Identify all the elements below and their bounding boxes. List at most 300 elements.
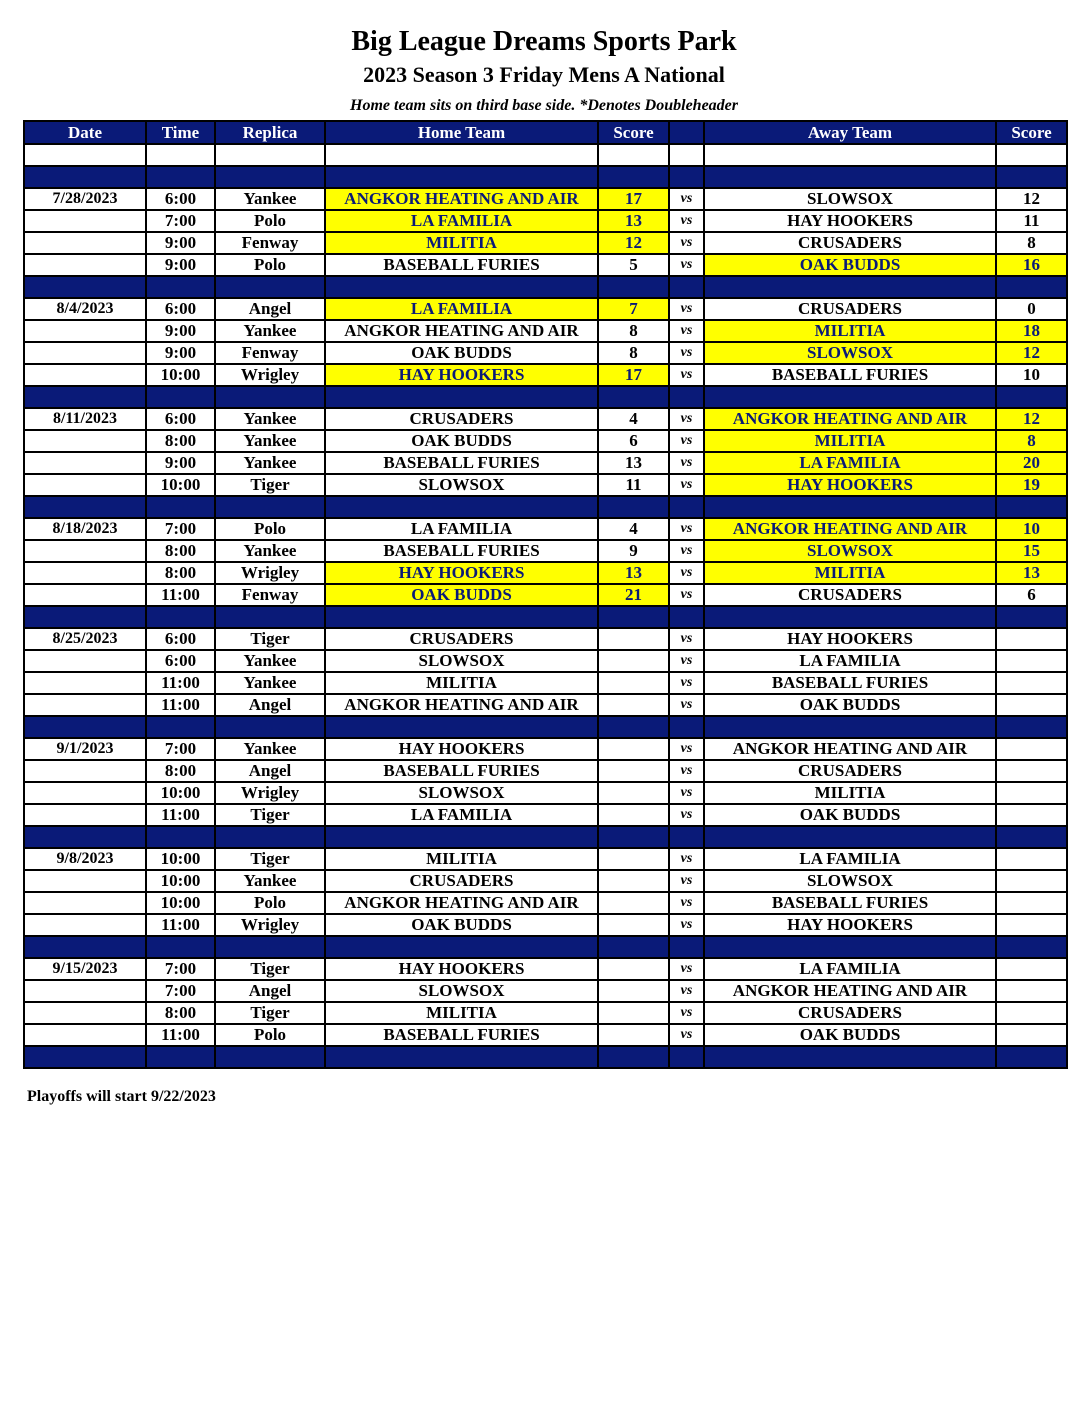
spacer-cell <box>215 386 325 408</box>
game-replica: Yankee <box>215 672 325 694</box>
game-time: 9:00 <box>146 320 215 342</box>
home-team: OAK BUDDS <box>325 342 598 364</box>
away-score <box>996 870 1067 892</box>
spacer-cell <box>598 166 669 188</box>
vs-label: vs <box>669 562 704 584</box>
spacer-cell <box>24 606 146 628</box>
game-time: 11:00 <box>146 694 215 716</box>
game-date: 8/18/2023 <box>24 518 146 540</box>
home-team: ANGKOR HEATING AND AIR <box>325 892 598 914</box>
week-separator-row <box>24 936 1067 958</box>
home-score: 11 <box>598 474 669 496</box>
game-date <box>24 892 146 914</box>
away-team: MILITIA <box>704 430 996 452</box>
col-header-home-score: Score <box>598 121 669 144</box>
spacer-cell <box>24 386 146 408</box>
away-team: CRUSADERS <box>704 298 996 320</box>
game-replica: Yankee <box>215 738 325 760</box>
vs-label: vs <box>669 892 704 914</box>
game-time: 8:00 <box>146 430 215 452</box>
game-row <box>24 254 1067 276</box>
spacer-cell <box>996 496 1067 518</box>
home-score <box>598 958 669 980</box>
spacer-cell <box>24 716 146 738</box>
vs-label: vs <box>669 1024 704 1046</box>
home-score: 17 <box>598 364 669 386</box>
game-row <box>24 232 1067 254</box>
blank-row <box>24 144 1067 166</box>
game-date <box>24 342 146 364</box>
home-score <box>598 672 669 694</box>
spacer-cell <box>598 826 669 848</box>
spacer-cell <box>598 386 669 408</box>
vs-label: vs <box>669 848 704 870</box>
spacer-cell <box>146 606 215 628</box>
vs-label: vs <box>669 672 704 694</box>
game-time: 7:00 <box>146 958 215 980</box>
game-date <box>24 1002 146 1024</box>
game-time: 7:00 <box>146 210 215 232</box>
home-team: BASEBALL FURIES <box>325 760 598 782</box>
spacer-cell <box>24 826 146 848</box>
home-team: BASEBALL FURIES <box>325 1024 598 1046</box>
spacer-cell <box>325 606 598 628</box>
away-team: LA FAMILIA <box>704 958 996 980</box>
home-score: 9 <box>598 540 669 562</box>
vs-label: vs <box>669 474 704 496</box>
home-score: 17 <box>598 188 669 210</box>
game-time: 9:00 <box>146 452 215 474</box>
game-replica: Wrigley <box>215 562 325 584</box>
vs-label: vs <box>669 518 704 540</box>
spacer-cell <box>996 166 1067 188</box>
away-score <box>996 980 1067 1002</box>
spacer-cell <box>325 496 598 518</box>
away-team: MILITIA <box>704 782 996 804</box>
week-separator-row <box>24 496 1067 518</box>
spacer-cell <box>146 166 215 188</box>
game-row <box>24 430 1067 452</box>
game-time: 9:00 <box>146 254 215 276</box>
vs-label: vs <box>669 364 704 386</box>
game-date <box>24 232 146 254</box>
home-team: CRUSADERS <box>325 628 598 650</box>
home-team: LA FAMILIA <box>325 804 598 826</box>
game-replica: Yankee <box>215 320 325 342</box>
game-time: 6:00 <box>146 628 215 650</box>
away-team: HAY HOOKERS <box>704 474 996 496</box>
home-team: MILITIA <box>325 848 598 870</box>
game-date: 8/11/2023 <box>24 408 146 430</box>
game-row <box>24 694 1067 716</box>
spacer-cell <box>669 716 704 738</box>
spacer-cell <box>598 716 669 738</box>
game-date <box>24 694 146 716</box>
game-time: 11:00 <box>146 584 215 606</box>
vs-label: vs <box>669 738 704 760</box>
home-team: OAK BUDDS <box>325 914 598 936</box>
game-date <box>24 562 146 584</box>
home-score: 13 <box>598 452 669 474</box>
home-team: HAY HOOKERS <box>325 958 598 980</box>
away-team: BASEBALL FURIES <box>704 672 996 694</box>
game-date <box>24 804 146 826</box>
home-score <box>598 892 669 914</box>
vs-label: vs <box>669 320 704 342</box>
away-score <box>996 848 1067 870</box>
spacer-cell <box>996 386 1067 408</box>
away-score <box>996 914 1067 936</box>
game-replica: Fenway <box>215 232 325 254</box>
spacer-cell <box>325 1046 598 1068</box>
spacer-cell <box>24 936 146 958</box>
spacer-cell <box>24 1046 146 1068</box>
game-replica: Tiger <box>215 848 325 870</box>
game-replica: Angel <box>215 298 325 320</box>
away-score: 11 <box>996 210 1067 232</box>
spacer-cell <box>704 496 996 518</box>
spacer-cell <box>996 606 1067 628</box>
game-time: 11:00 <box>146 914 215 936</box>
home-score: 13 <box>598 562 669 584</box>
away-team: SLOWSOX <box>704 342 996 364</box>
game-time: 6:00 <box>146 298 215 320</box>
spacer-cell <box>669 166 704 188</box>
week-separator-row <box>24 606 1067 628</box>
spacer-cell <box>215 166 325 188</box>
vs-label: vs <box>669 210 704 232</box>
away-score: 20 <box>996 452 1067 474</box>
game-row <box>24 320 1067 342</box>
spacer-cell <box>669 826 704 848</box>
spacer-cell <box>669 936 704 958</box>
spacer-cell <box>325 386 598 408</box>
spacer-cell <box>146 716 215 738</box>
game-replica: Angel <box>215 760 325 782</box>
home-score <box>598 650 669 672</box>
away-score: 13 <box>996 562 1067 584</box>
vs-label: vs <box>669 980 704 1002</box>
vs-label: vs <box>669 628 704 650</box>
away-team: CRUSADERS <box>704 760 996 782</box>
home-score: 12 <box>598 232 669 254</box>
game-date: 9/15/2023 <box>24 958 146 980</box>
game-row <box>24 804 1067 826</box>
page-title: Big League Dreams Sports Park <box>351 26 737 57</box>
home-team: SLOWSOX <box>325 650 598 672</box>
game-replica: Fenway <box>215 342 325 364</box>
home-score <box>598 914 669 936</box>
away-score <box>996 672 1067 694</box>
home-team: LA FAMILIA <box>325 298 598 320</box>
home-team: HAY HOOKERS <box>325 738 598 760</box>
schedule-note: Home team sits on third base side. *Denotes Doubleheader <box>350 97 738 114</box>
spacer-cell <box>704 936 996 958</box>
game-date: 9/1/2023 <box>24 738 146 760</box>
home-score <box>598 848 669 870</box>
away-score: 12 <box>996 342 1067 364</box>
away-team: OAK BUDDS <box>704 804 996 826</box>
game-time: 8:00 <box>146 540 215 562</box>
spacer-cell <box>146 276 215 298</box>
game-time: 11:00 <box>146 672 215 694</box>
away-team: SLOWSOX <box>704 188 996 210</box>
spacer-cell <box>24 144 146 166</box>
game-date <box>24 980 146 1002</box>
vs-label: vs <box>669 298 704 320</box>
away-score: 19 <box>996 474 1067 496</box>
vs-label: vs <box>669 870 704 892</box>
game-time: 10:00 <box>146 892 215 914</box>
game-date <box>24 364 146 386</box>
away-team: OAK BUDDS <box>704 254 996 276</box>
week-separator-row <box>24 1046 1067 1068</box>
col-header-away-score: Score <box>996 121 1067 144</box>
home-score: 8 <box>598 320 669 342</box>
game-time: 10:00 <box>146 474 215 496</box>
game-date: 8/25/2023 <box>24 628 146 650</box>
spacer-cell <box>598 496 669 518</box>
home-score <box>598 760 669 782</box>
home-score <box>598 980 669 1002</box>
home-score <box>598 694 669 716</box>
spacer-cell <box>325 166 598 188</box>
game-row <box>24 584 1067 606</box>
away-score <box>996 738 1067 760</box>
vs-label: vs <box>669 452 704 474</box>
home-score: 4 <box>598 518 669 540</box>
game-row <box>24 188 1067 210</box>
game-time: 7:00 <box>146 518 215 540</box>
home-score <box>598 1002 669 1024</box>
game-replica: Tiger <box>215 958 325 980</box>
game-row <box>24 650 1067 672</box>
away-score: 10 <box>996 518 1067 540</box>
game-replica: Tiger <box>215 1002 325 1024</box>
vs-label: vs <box>669 540 704 562</box>
away-team: MILITIA <box>704 320 996 342</box>
spacer-cell <box>146 936 215 958</box>
spacer-cell <box>146 386 215 408</box>
game-time: 10:00 <box>146 364 215 386</box>
spacer-cell <box>325 276 598 298</box>
home-team: MILITIA <box>325 672 598 694</box>
game-row <box>24 914 1067 936</box>
home-team: HAY HOOKERS <box>325 364 598 386</box>
away-score: 6 <box>996 584 1067 606</box>
away-team: ANGKOR HEATING AND AIR <box>704 408 996 430</box>
spacer-cell <box>215 276 325 298</box>
game-replica: Yankee <box>215 188 325 210</box>
game-replica: Angel <box>215 694 325 716</box>
vs-label: vs <box>669 804 704 826</box>
schedule-table <box>23 120 1068 1069</box>
spacer-cell <box>996 716 1067 738</box>
col-header-vs <box>669 121 704 144</box>
spacer-cell <box>215 826 325 848</box>
game-row <box>24 474 1067 496</box>
game-replica: Polo <box>215 254 325 276</box>
away-team: BASEBALL FURIES <box>704 892 996 914</box>
spacer-cell <box>704 606 996 628</box>
spacer-cell <box>669 606 704 628</box>
vs-label: vs <box>669 650 704 672</box>
spacer-cell <box>704 166 996 188</box>
away-score <box>996 650 1067 672</box>
away-team: CRUSADERS <box>704 584 996 606</box>
home-score <box>598 738 669 760</box>
game-date <box>24 320 146 342</box>
game-row <box>24 782 1067 804</box>
vs-label: vs <box>669 430 704 452</box>
home-score: 4 <box>598 408 669 430</box>
header-row <box>24 121 1067 144</box>
game-replica: Tiger <box>215 474 325 496</box>
away-score: 16 <box>996 254 1067 276</box>
game-row <box>24 870 1067 892</box>
game-time: 8:00 <box>146 760 215 782</box>
game-time: 10:00 <box>146 870 215 892</box>
spacer-cell <box>598 276 669 298</box>
away-team: OAK BUDDS <box>704 694 996 716</box>
spacer-cell <box>669 144 704 166</box>
game-row <box>24 892 1067 914</box>
vs-label: vs <box>669 914 704 936</box>
spacer-cell <box>215 496 325 518</box>
game-replica: Yankee <box>215 870 325 892</box>
spacer-cell <box>146 826 215 848</box>
spacer-cell <box>325 826 598 848</box>
game-row <box>24 210 1067 232</box>
home-team: BASEBALL FURIES <box>325 254 598 276</box>
game-date <box>24 452 146 474</box>
home-team: MILITIA <box>325 232 598 254</box>
away-score: 12 <box>996 188 1067 210</box>
home-team: BASEBALL FURIES <box>325 540 598 562</box>
game-row <box>24 364 1067 386</box>
away-score <box>996 628 1067 650</box>
game-date <box>24 870 146 892</box>
game-replica: Yankee <box>215 430 325 452</box>
schedule-body <box>24 144 1067 1068</box>
vs-label: vs <box>669 1002 704 1024</box>
home-score: 7 <box>598 298 669 320</box>
game-replica: Yankee <box>215 452 325 474</box>
game-row <box>24 342 1067 364</box>
game-time: 9:00 <box>146 232 215 254</box>
home-team: BASEBALL FURIES <box>325 452 598 474</box>
game-replica: Yankee <box>215 650 325 672</box>
away-team: HAY HOOKERS <box>704 628 996 650</box>
home-score <box>598 1024 669 1046</box>
away-score <box>996 694 1067 716</box>
spacer-cell <box>24 166 146 188</box>
game-date: 9/8/2023 <box>24 848 146 870</box>
home-score <box>598 804 669 826</box>
game-date <box>24 650 146 672</box>
spacer-cell <box>325 716 598 738</box>
spacer-cell <box>215 936 325 958</box>
away-score <box>996 958 1067 980</box>
week-separator-row <box>24 386 1067 408</box>
home-team: CRUSADERS <box>325 408 598 430</box>
away-score <box>996 782 1067 804</box>
spacer-cell <box>325 936 598 958</box>
game-date <box>24 584 146 606</box>
home-team: OAK BUDDS <box>325 584 598 606</box>
away-score: 0 <box>996 298 1067 320</box>
away-team: CRUSADERS <box>704 1002 996 1024</box>
spacer-cell <box>704 144 996 166</box>
vs-label: vs <box>669 694 704 716</box>
spacer-cell <box>996 936 1067 958</box>
game-time: 8:00 <box>146 562 215 584</box>
away-score: 8 <box>996 430 1067 452</box>
col-header-replica: Replica <box>215 121 325 144</box>
col-header-away-team: Away Team <box>704 121 996 144</box>
col-header-home-team: Home Team <box>325 121 598 144</box>
away-team: SLOWSOX <box>704 870 996 892</box>
away-score: 12 <box>996 408 1067 430</box>
season-subtitle: 2023 Season 3 Friday Mens A National <box>363 62 725 87</box>
home-score: 21 <box>598 584 669 606</box>
spacer-cell <box>704 386 996 408</box>
game-replica: Polo <box>215 892 325 914</box>
game-row <box>24 760 1067 782</box>
spacer-cell <box>146 1046 215 1068</box>
game-replica: Polo <box>215 1024 325 1046</box>
spacer-cell <box>669 276 704 298</box>
away-team: HAY HOOKERS <box>704 210 996 232</box>
game-date <box>24 540 146 562</box>
spacer-cell <box>146 144 215 166</box>
spacer-cell <box>704 276 996 298</box>
game-replica: Fenway <box>215 584 325 606</box>
game-time: 7:00 <box>146 738 215 760</box>
away-score: 15 <box>996 540 1067 562</box>
game-row <box>24 980 1067 1002</box>
game-row <box>24 408 1067 430</box>
game-row <box>24 540 1067 562</box>
home-score <box>598 782 669 804</box>
game-replica: Angel <box>215 980 325 1002</box>
spacer-cell <box>146 496 215 518</box>
away-team: SLOWSOX <box>704 540 996 562</box>
away-team: BASEBALL FURIES <box>704 364 996 386</box>
game-time: 6:00 <box>146 408 215 430</box>
game-replica: Tiger <box>215 628 325 650</box>
game-time: 8:00 <box>146 1002 215 1024</box>
game-time: 10:00 <box>146 782 215 804</box>
week-separator-row <box>24 716 1067 738</box>
away-team: CRUSADERS <box>704 232 996 254</box>
home-score <box>598 870 669 892</box>
away-score <box>996 760 1067 782</box>
game-time: 11:00 <box>146 804 215 826</box>
game-replica: Yankee <box>215 408 325 430</box>
game-time: 6:00 <box>146 650 215 672</box>
game-date <box>24 254 146 276</box>
home-score: 6 <box>598 430 669 452</box>
away-team: MILITIA <box>704 562 996 584</box>
game-replica: Tiger <box>215 804 325 826</box>
week-separator-row <box>24 826 1067 848</box>
game-date: 7/28/2023 <box>24 188 146 210</box>
game-date: 8/4/2023 <box>24 298 146 320</box>
home-team: MILITIA <box>325 1002 598 1024</box>
game-row <box>24 1002 1067 1024</box>
spacer-cell <box>325 144 598 166</box>
